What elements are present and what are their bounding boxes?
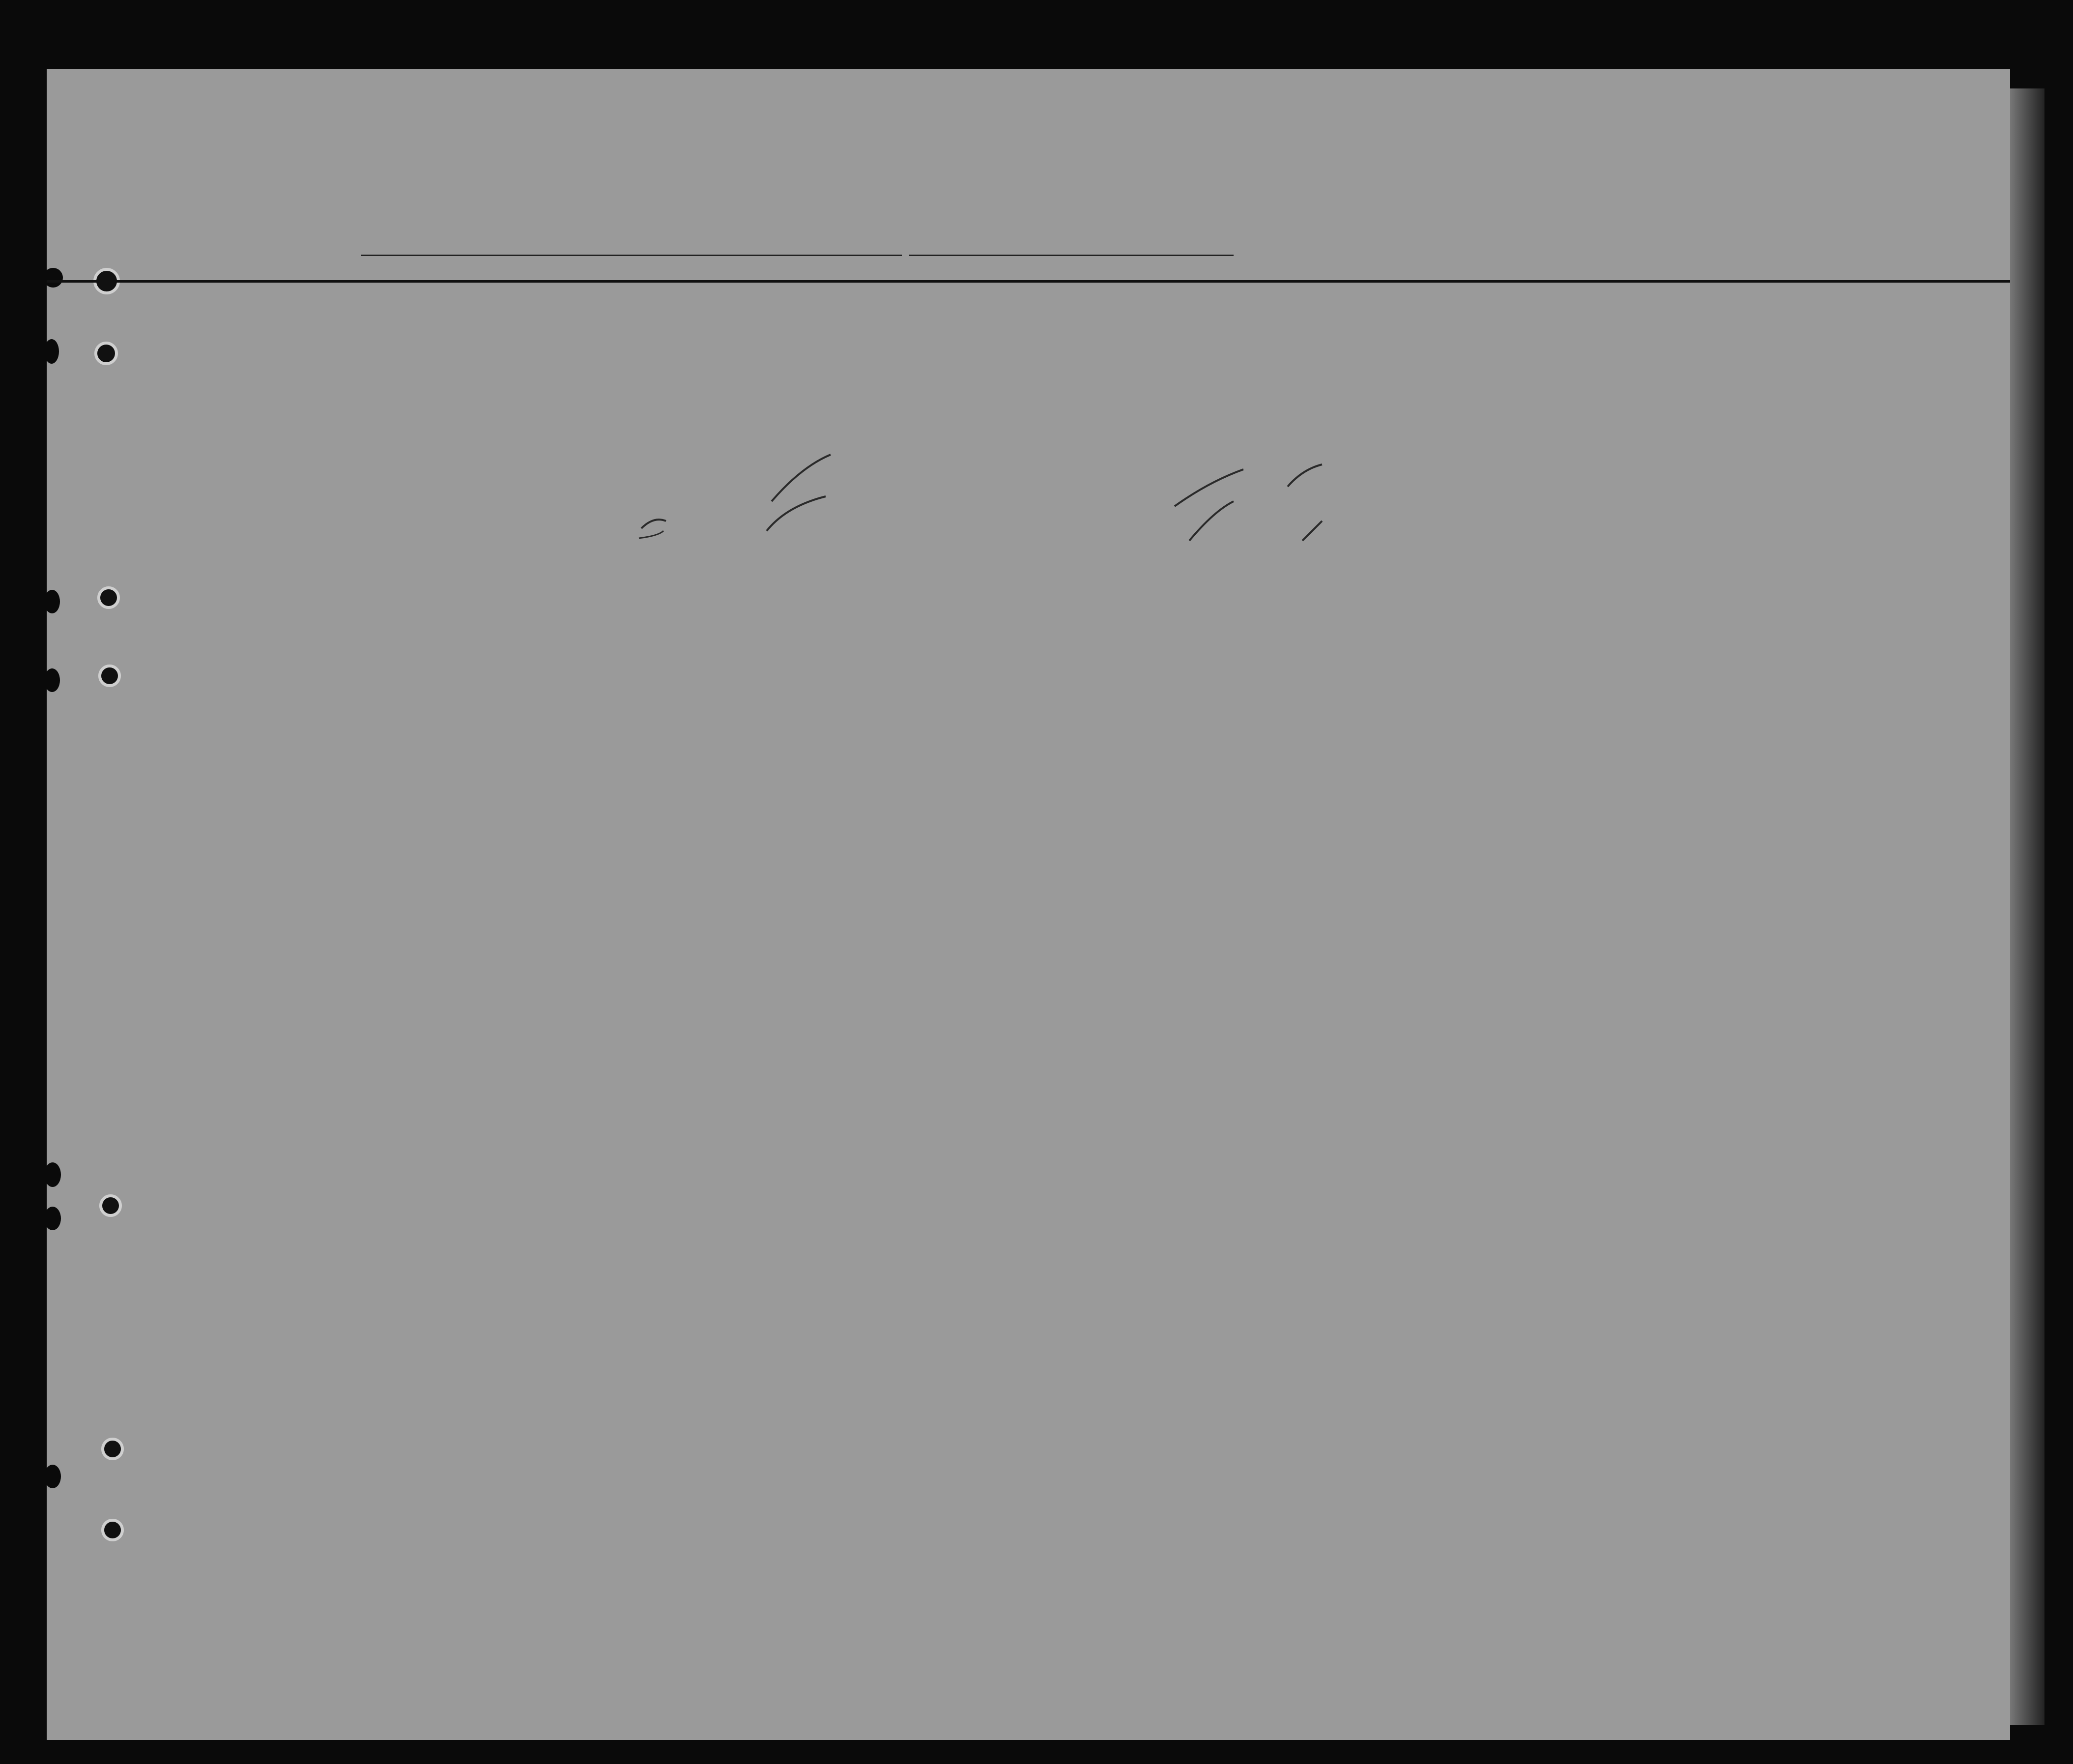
header-q31 — [1524, 322, 1541, 445]
header-inches — [1690, 408, 1702, 442]
header-polygamist — [1360, 322, 1375, 445]
header-q28 — [1405, 322, 1454, 445]
header-purpose-citizen — [1273, 348, 1297, 446]
header-purpose-return — [1199, 348, 1230, 446]
header-q29 — [1459, 322, 1493, 445]
header-feet — [1668, 408, 1680, 442]
header-q30 — [1500, 322, 1518, 445]
header-money — [729, 319, 752, 437]
header-anarchist — [1383, 322, 1398, 445]
header-purpose-length — [1239, 348, 1264, 446]
header-prison — [1309, 322, 1342, 445]
header-ticket — [610, 319, 640, 437]
